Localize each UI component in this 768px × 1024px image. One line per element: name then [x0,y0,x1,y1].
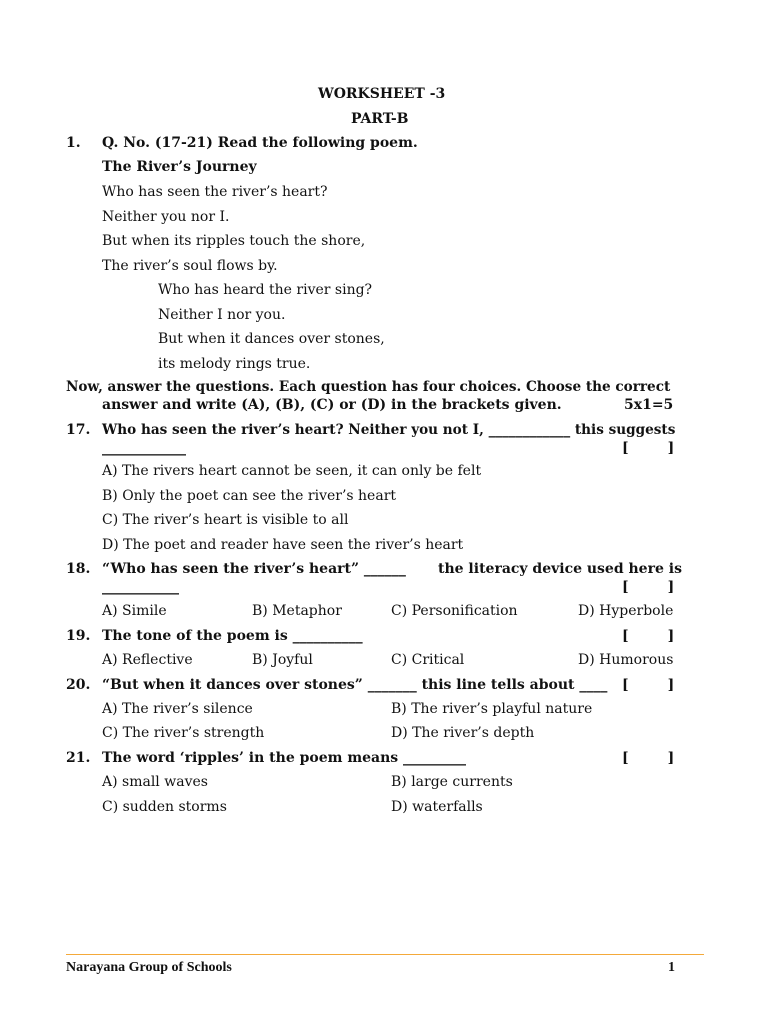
option: A) Reflective [102,652,193,668]
answer-blank: ___________ [102,579,179,595]
question-number: 21. [66,750,91,766]
section-instruction: Q. No. (17-21) Read the following poem. [102,135,418,151]
question-number: 18. [66,561,91,577]
answer-bracket[interactable]: [ ] [622,440,675,456]
option: B) Joyful [252,652,313,668]
question-text: Who has seen the river’s heart? Neither you not I, ____________ this suggests [102,422,676,438]
option: C) The river’s strength [102,725,265,741]
worksheet-title: WORKSHEET -3 [318,86,446,102]
option: D) Hyperbole [578,603,674,619]
question-text: “Who has seen the river’s heart” ______ [102,561,406,577]
option: D) The river’s depth [391,725,535,741]
option: D) Humorous [578,652,674,668]
option: C) Personification [391,603,518,619]
poem-line: Neither I nor you. [158,307,286,323]
option: C) sudden storms [102,799,227,815]
page-number: 1 [668,960,675,975]
poem-line: But when its ripples touch the shore, [102,233,366,249]
option: B) Metaphor [252,603,342,619]
option: C) The river’s heart is visible to all [102,512,349,528]
question-number: 19. [66,628,91,644]
marks-label: 5x1=5 [624,397,674,413]
poem-line: Neither you nor I. [102,209,230,225]
answer-bracket[interactable]: [ ] [622,579,675,595]
poem-line: The river’s soul flows by. [102,258,278,274]
directions-line: answer and write (A), (B), (C) or (D) in the brackets given. [102,397,562,413]
answer-bracket[interactable]: [ ] [622,628,675,644]
option: A) The rivers heart cannot be seen, it can only be felt [102,463,482,479]
answer-bracket[interactable]: [ ] [622,750,675,766]
question-text: The tone of the poem is __________ [102,628,363,644]
answer-bracket[interactable]: [ ] [622,677,675,693]
option: A) The river’s silence [102,701,253,717]
option: D) The poet and reader have seen the river’s heart [102,537,464,553]
option: D) waterfalls [391,799,483,815]
question-text: the literacy device used here is [438,561,682,577]
option: A) Simile [102,603,167,619]
question-number: 17. [66,422,91,438]
option: C) Critical [391,652,465,668]
part-heading: PART-B [351,111,409,127]
poem-line: its melody rings true. [158,356,311,372]
question-text: “But when it dances over stones” _______ this line tells about ____ [102,677,608,693]
footer-rule [66,954,704,955]
option: B) The river’s playful nature [391,701,593,717]
option: A) small waves [102,774,208,790]
answer-blank: ____________ [102,440,186,456]
question-text: The word ‘ripples’ in the poem means _________ [102,750,467,766]
poem-line: But when it dances over stones, [158,331,385,347]
option: B) large currents [391,774,513,790]
option: B) Only the poet can see the river’s heart [102,488,397,504]
question-number: 20. [66,677,91,693]
section-number: 1. [66,135,81,151]
directions-line: Now, answer the questions. Each question has four choices. Choose the correct [66,379,671,395]
footer-school: Narayana Group of Schools [66,960,232,975]
poem-line: Who has heard the river sing? [158,282,373,298]
poem-line: Who has seen the river’s heart? [102,184,328,200]
poem-title: The River’s Journey [102,159,257,175]
